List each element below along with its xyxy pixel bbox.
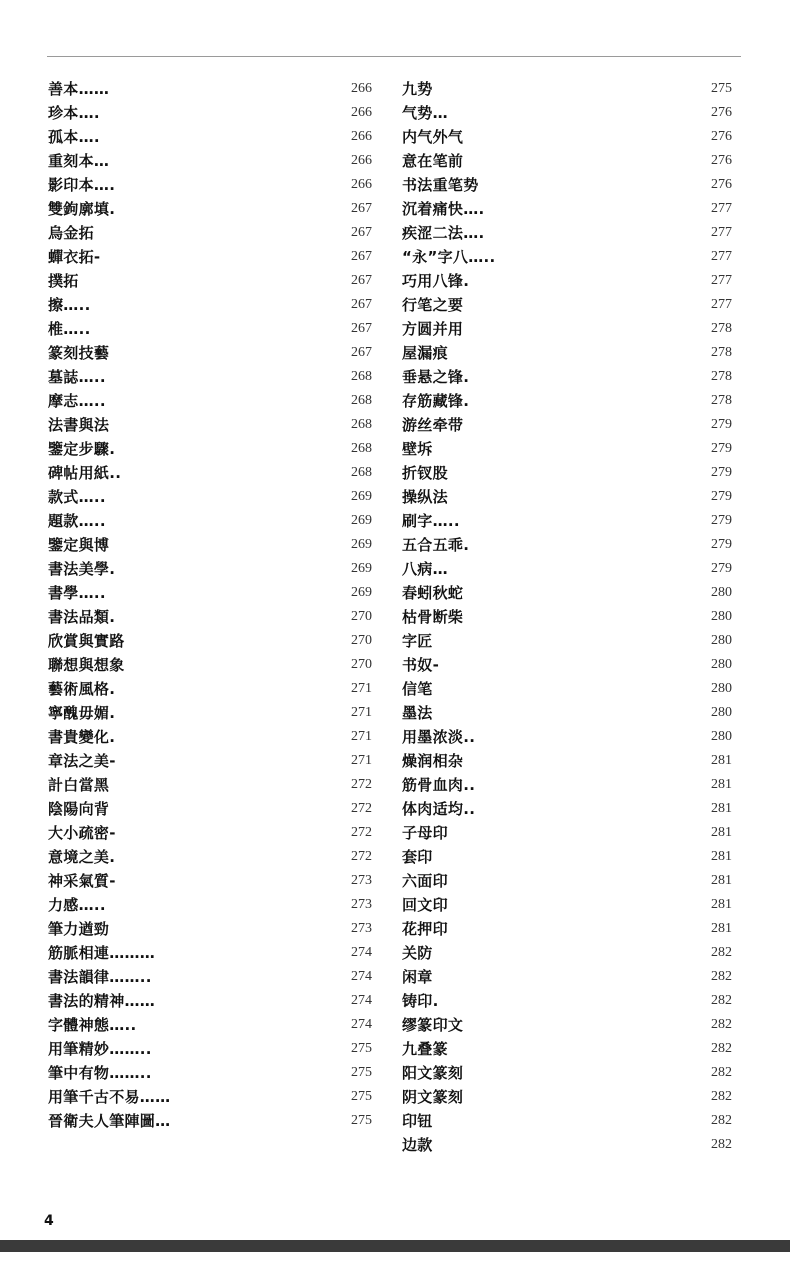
toc-entry-title: 缪篆印文 xyxy=(402,1016,464,1034)
toc-entry xyxy=(48,413,372,437)
toc-entry-title: 鑒定與博 xyxy=(48,536,110,554)
toc-entry-page: 281 xyxy=(711,897,732,912)
toc-entry xyxy=(48,245,372,269)
toc-entry xyxy=(402,125,732,149)
toc-entry-title: 鑒定步驟. xyxy=(48,440,116,458)
toc-entry-page: 274 xyxy=(351,993,372,1008)
toc-entry-title: 烏金拓 xyxy=(48,224,94,242)
toc-entry xyxy=(402,1061,732,1085)
toc-entry-title: 欣賞與實路 xyxy=(48,632,125,650)
toc-entry xyxy=(402,245,732,269)
toc-entry xyxy=(48,941,372,965)
toc-entry-page: 267 xyxy=(351,273,372,288)
toc-entry-page: 278 xyxy=(711,321,732,336)
toc-entry xyxy=(48,149,372,173)
toc-entry xyxy=(402,485,732,509)
toc-entry xyxy=(48,653,372,677)
toc-entry-page: 268 xyxy=(351,417,372,432)
toc-entry-page: 279 xyxy=(711,489,732,504)
toc-entry-title: 陰陽向背 xyxy=(48,800,110,818)
toc-entry xyxy=(48,1109,372,1133)
toc-entry-page: 280 xyxy=(711,681,732,696)
toc-entry-title: 五合五乖. xyxy=(402,536,470,554)
toc-entry xyxy=(402,509,732,533)
toc-entry xyxy=(402,557,732,581)
toc-entry xyxy=(48,269,372,293)
toc-entry-page: 267 xyxy=(351,249,372,264)
toc-entry xyxy=(48,197,372,221)
toc-entry-title: 法書與法 xyxy=(48,416,110,434)
toc-entry-page: 281 xyxy=(711,825,732,840)
toc-entry xyxy=(402,1109,732,1133)
toc-entry xyxy=(48,365,372,389)
toc-entry xyxy=(48,629,372,653)
toc-entry xyxy=(48,701,372,725)
toc-entry-page: 276 xyxy=(711,153,732,168)
toc-entry xyxy=(402,533,732,557)
toc-entry xyxy=(402,677,732,701)
toc-entry xyxy=(402,629,732,653)
toc-entry-page: 277 xyxy=(711,297,732,312)
toc-entry-page: 266 xyxy=(351,105,372,120)
toc-entry-title: 刷字….. xyxy=(402,512,460,530)
toc-entry-title: 款式….. xyxy=(48,488,106,506)
toc-entry-title: 字匠 xyxy=(402,632,433,650)
toc-entry xyxy=(402,581,732,605)
toc-entry xyxy=(402,341,732,365)
toc-entry-title: 字體神態….. xyxy=(48,1016,137,1034)
toc-entry xyxy=(402,653,732,677)
toc-entry-page: 266 xyxy=(351,153,372,168)
toc-entry-title: 九叠篆 xyxy=(402,1040,448,1058)
toc-entry-page: 282 xyxy=(711,969,732,984)
toc-entry xyxy=(48,773,372,797)
toc-entry-page: 277 xyxy=(711,273,732,288)
toc-entry xyxy=(402,1133,732,1157)
toc-entry xyxy=(48,1013,372,1037)
toc-entry-title: 用筆千古不易…… xyxy=(48,1088,171,1106)
toc-entry xyxy=(402,173,732,197)
toc-entry xyxy=(48,389,372,413)
toc-entry xyxy=(48,101,372,125)
toc-entry xyxy=(48,341,372,365)
toc-entry-title: 闲章 xyxy=(402,968,433,986)
toc-entry-title: 蟬衣拓- xyxy=(48,248,101,266)
toc-entry-page: 281 xyxy=(711,777,732,792)
toc-entry-title: 游丝牵带 xyxy=(402,416,464,434)
toc-entry xyxy=(402,77,732,101)
toc-entry xyxy=(48,173,372,197)
toc-entry-page: 269 xyxy=(351,537,372,552)
toc-entry-page: 273 xyxy=(351,873,372,888)
toc-entry xyxy=(48,725,372,749)
page-number: 4 xyxy=(44,1213,54,1229)
toc-entry-page: 280 xyxy=(711,705,732,720)
toc-entry-title: 疾涩二法…. xyxy=(402,224,485,242)
toc-entry-page: 277 xyxy=(711,201,732,216)
toc-column-right xyxy=(402,77,732,1157)
toc-entry-page: 282 xyxy=(711,945,732,960)
toc-entry-title: 計白當黑 xyxy=(48,776,110,794)
toc-entry-title: 撲拓 xyxy=(48,272,79,290)
toc-entry-page: 277 xyxy=(711,249,732,264)
toc-entry-page: 269 xyxy=(351,489,372,504)
toc-entry-title: 篆刻技藝 xyxy=(48,344,110,362)
toc-entry-title: 摩志….. xyxy=(48,392,106,410)
toc-entry-page: 281 xyxy=(711,873,732,888)
toc-entry-page: 278 xyxy=(711,369,732,384)
toc-entry xyxy=(402,989,732,1013)
toc-entry-title: 回文印 xyxy=(402,896,448,914)
toc-entry-title: 孤本…. xyxy=(48,128,100,146)
toc-entry-title: 体肉适均.. xyxy=(402,800,476,818)
toc-entry xyxy=(48,605,372,629)
toc-entry xyxy=(402,389,732,413)
toc-entry-title: 聯想與想象 xyxy=(48,656,125,674)
toc-entry-title: 花押印 xyxy=(402,920,448,938)
toc-entry xyxy=(402,965,732,989)
toc-entry-title: 力感….. xyxy=(48,896,106,914)
toc-entry xyxy=(48,893,372,917)
toc-entry-page: 269 xyxy=(351,561,372,576)
toc-entry xyxy=(48,869,372,893)
toc-entry-page: 276 xyxy=(711,177,732,192)
toc-entry-title: 垂悬之锋. xyxy=(402,368,470,386)
toc-entry-page: 272 xyxy=(351,777,372,792)
toc-entry-page: 279 xyxy=(711,417,732,432)
toc-entry xyxy=(48,125,372,149)
toc-entry-title: 巧用八锋. xyxy=(402,272,470,290)
toc-entry xyxy=(48,485,372,509)
toc-entry xyxy=(402,941,732,965)
toc-entry-title: 書法品類. xyxy=(48,608,116,626)
toc-entry-title: 書法的精神…… xyxy=(48,992,156,1010)
toc-entry xyxy=(402,1013,732,1037)
toc-entry-title: 阴文篆刻 xyxy=(402,1088,464,1106)
toc-entry-page: 266 xyxy=(351,177,372,192)
toc-entry-title: 筆中有物…….. xyxy=(48,1064,152,1082)
toc-entry-title: 存筋藏锋. xyxy=(402,392,470,410)
toc-entry-title: 筋骨血肉.. xyxy=(402,776,476,794)
toc-entry-page: 279 xyxy=(711,441,732,456)
toc-entry xyxy=(402,221,732,245)
toc-entry xyxy=(402,1085,732,1109)
toc-entry-page: 267 xyxy=(351,225,372,240)
toc-entry xyxy=(48,581,372,605)
toc-entry-page: 278 xyxy=(711,393,732,408)
top-divider xyxy=(47,56,741,57)
toc-entry-title: 壁坼 xyxy=(402,440,433,458)
toc-entry-title: 子母印 xyxy=(402,824,448,842)
toc-entry-page: 282 xyxy=(711,1041,732,1056)
toc-entry-page: 280 xyxy=(711,729,732,744)
toc-entry xyxy=(402,197,732,221)
toc-entry xyxy=(402,101,732,125)
toc-entry-page: 270 xyxy=(351,657,372,672)
toc-entry-title: 内气外气 xyxy=(402,128,464,146)
toc-entry-title: 用筆精妙…….. xyxy=(48,1040,152,1058)
toc-entry xyxy=(48,989,372,1013)
toc-entry-title: 气势… xyxy=(402,104,448,122)
toc-entry-title: 燥润相杂 xyxy=(402,752,464,770)
toc-entry-page: 271 xyxy=(351,729,372,744)
toc-entry-page: 275 xyxy=(351,1113,372,1128)
toc-entry xyxy=(402,797,732,821)
toc-entry xyxy=(402,149,732,173)
toc-entry xyxy=(402,293,732,317)
toc-entry xyxy=(402,725,732,749)
toc-entry-title: 铸印. xyxy=(402,992,439,1010)
toc-entry-page: 273 xyxy=(351,921,372,936)
toc-entry-page: 279 xyxy=(711,537,732,552)
toc-entry-title: 墓誌….. xyxy=(48,368,106,386)
toc-entry-title: 意在笔前 xyxy=(402,152,464,170)
toc-entry-page: 271 xyxy=(351,753,372,768)
toc-entry-page: 281 xyxy=(711,849,732,864)
toc-entry-page: 274 xyxy=(351,945,372,960)
toc-entry-page: 268 xyxy=(351,393,372,408)
toc-entry-title: 方圆并用 xyxy=(402,320,464,338)
toc-entry xyxy=(402,917,732,941)
toc-entry-title: 藝術風格. xyxy=(48,680,116,698)
toc-entry xyxy=(48,1061,372,1085)
toc-entry-page: 282 xyxy=(711,1089,732,1104)
toc-entry-title: 寧醜毋媚. xyxy=(48,704,116,722)
toc-entry-title: 操纵法 xyxy=(402,488,448,506)
toc-entry xyxy=(402,413,732,437)
toc-entry-title: 关防 xyxy=(402,944,433,962)
toc-entry-title: 書學….. xyxy=(48,584,106,602)
toc-entry-title: 碑帖用紙.. xyxy=(48,464,122,482)
toc-entry xyxy=(48,965,372,989)
toc-entry xyxy=(48,221,372,245)
toc-entry xyxy=(402,365,732,389)
toc-entry-page: 266 xyxy=(351,81,372,96)
toc-entry-page: 281 xyxy=(711,753,732,768)
toc-entry-page: 279 xyxy=(711,561,732,576)
toc-entry-page: 279 xyxy=(711,513,732,528)
toc-entry-page: 266 xyxy=(351,129,372,144)
toc-entry-page: 276 xyxy=(711,129,732,144)
toc-entry-title: 善本…… xyxy=(48,80,110,98)
toc-entry-page: 270 xyxy=(351,633,372,648)
toc-entry-page: 274 xyxy=(351,969,372,984)
toc-entry-page: 271 xyxy=(351,681,372,696)
toc-entry-title: 書法韻律…….. xyxy=(48,968,152,986)
toc-entry-title: 枯骨断柴 xyxy=(402,608,464,626)
toc-entry-page: 269 xyxy=(351,513,372,528)
toc-entry-page: 267 xyxy=(351,321,372,336)
toc-entry-title: 信笔 xyxy=(402,680,433,698)
toc-entry-title: 屋漏痕 xyxy=(402,344,448,362)
toc-entry-page: 281 xyxy=(711,921,732,936)
toc-entry-page: 269 xyxy=(351,585,372,600)
toc-entry-page: 267 xyxy=(351,201,372,216)
toc-entry-page: 282 xyxy=(711,993,732,1008)
toc-entry-page: 278 xyxy=(711,345,732,360)
toc-entry-title: 椎….. xyxy=(48,320,91,338)
toc-entry xyxy=(48,77,372,101)
toc-entry xyxy=(402,773,732,797)
toc-entry xyxy=(48,533,372,557)
toc-entry xyxy=(48,437,372,461)
toc-entry-title: 六面印 xyxy=(402,872,448,890)
toc-column-left xyxy=(48,77,372,1133)
toc-entry xyxy=(402,749,732,773)
toc-entry-page: 273 xyxy=(351,897,372,912)
toc-entry xyxy=(48,749,372,773)
toc-entry-title: 影印本…. xyxy=(48,176,116,194)
toc-entry-title: 套印 xyxy=(402,848,433,866)
toc-entry xyxy=(402,701,732,725)
toc-entry xyxy=(402,893,732,917)
toc-entry-title: 八病… xyxy=(402,560,448,578)
toc-entry-page: 282 xyxy=(711,1065,732,1080)
toc-entry-title: 印钮 xyxy=(402,1112,433,1130)
toc-entry-page: 276 xyxy=(711,105,732,120)
toc-entry-page: 267 xyxy=(351,345,372,360)
toc-entry-page: 275 xyxy=(711,81,732,96)
toc-entry-page: 270 xyxy=(351,609,372,624)
toc-entry-page: 280 xyxy=(711,633,732,648)
toc-entry-title: 章法之美- xyxy=(48,752,116,770)
toc-entry xyxy=(402,461,732,485)
toc-entry xyxy=(48,293,372,317)
toc-entry xyxy=(48,1085,372,1109)
toc-entry-page: 268 xyxy=(351,441,372,456)
toc-entry-page: 274 xyxy=(351,1017,372,1032)
toc-entry-page: 268 xyxy=(351,369,372,384)
toc-entry-title: 春蚓秋蛇 xyxy=(402,584,464,602)
toc-entry-page: 281 xyxy=(711,801,732,816)
toc-entry-page: 272 xyxy=(351,825,372,840)
toc-entry xyxy=(48,461,372,485)
toc-entry-title: 墨法 xyxy=(402,704,433,722)
toc-entry xyxy=(402,605,732,629)
toc-entry-page: 272 xyxy=(351,801,372,816)
toc-entry-title: 書法美學. xyxy=(48,560,116,578)
toc-entry-page: 280 xyxy=(711,657,732,672)
toc-entry xyxy=(48,317,372,341)
toc-entry xyxy=(402,269,732,293)
toc-entry xyxy=(402,845,732,869)
toc-entry xyxy=(48,677,372,701)
toc-entry xyxy=(402,1037,732,1061)
toc-entry-title: 九势 xyxy=(402,80,433,98)
toc-entry-page: 275 xyxy=(351,1041,372,1056)
toc-entry-page: 277 xyxy=(711,225,732,240)
toc-entry-title: 大小疏密- xyxy=(48,824,116,842)
toc-entry-title: 筋脈相連……… xyxy=(48,944,156,962)
toc-entry-page: 275 xyxy=(351,1065,372,1080)
toc-entry-title: 擦….. xyxy=(48,296,91,314)
toc-entry-title: 意境之美. xyxy=(48,848,116,866)
toc-entry-page: 267 xyxy=(351,297,372,312)
toc-entry xyxy=(48,845,372,869)
toc-entry-title: 書貴變化. xyxy=(48,728,116,746)
toc-entry-title: 筆力遒勁 xyxy=(48,920,110,938)
toc-entry-title: 用墨浓淡.. xyxy=(402,728,476,746)
toc-entry-title: 边款 xyxy=(402,1136,433,1154)
toc-entry-title: 題款….. xyxy=(48,512,106,530)
toc-entry-title: 重刻本… xyxy=(48,152,110,170)
toc-entry-page: 279 xyxy=(711,465,732,480)
toc-entry-title: 珍本…. xyxy=(48,104,100,122)
bottom-bar xyxy=(0,1240,790,1252)
toc-entry xyxy=(48,917,372,941)
toc-entry-title: 雙鉤廓填. xyxy=(48,200,116,218)
toc-entry-title: 晉衛夫人筆陣圖… xyxy=(48,1112,171,1130)
toc-entry xyxy=(402,317,732,341)
toc-entry-page: 282 xyxy=(711,1017,732,1032)
toc-entry-page: 282 xyxy=(711,1113,732,1128)
toc-entry-page: 272 xyxy=(351,849,372,864)
toc-entry-title: 神采氣質- xyxy=(48,872,116,890)
toc-entry-title: 行笔之要 xyxy=(402,296,464,314)
toc-entry xyxy=(48,509,372,533)
toc-entry-page: 280 xyxy=(711,609,732,624)
toc-entry-title: 书法重笔势 xyxy=(402,176,479,194)
toc-entry-page: 282 xyxy=(711,1137,732,1152)
toc-entry xyxy=(48,821,372,845)
toc-entry-page: 268 xyxy=(351,465,372,480)
toc-entry-title: 折钗股 xyxy=(402,464,448,482)
toc-entry-page: 271 xyxy=(351,705,372,720)
toc-entry-page: 275 xyxy=(351,1089,372,1104)
toc-entry xyxy=(48,557,372,581)
toc-entry xyxy=(402,437,732,461)
toc-entry-page: 280 xyxy=(711,585,732,600)
toc-entry-title: “永”字八….. xyxy=(402,248,496,266)
toc-entry xyxy=(402,821,732,845)
toc-entry-title: 阳文篆刻 xyxy=(402,1064,464,1082)
toc-entry xyxy=(48,797,372,821)
toc-entry xyxy=(48,1037,372,1061)
toc-entry xyxy=(402,869,732,893)
toc-entry-title: 沉着痛快…. xyxy=(402,200,485,218)
toc-entry-title: 书奴- xyxy=(402,656,440,674)
